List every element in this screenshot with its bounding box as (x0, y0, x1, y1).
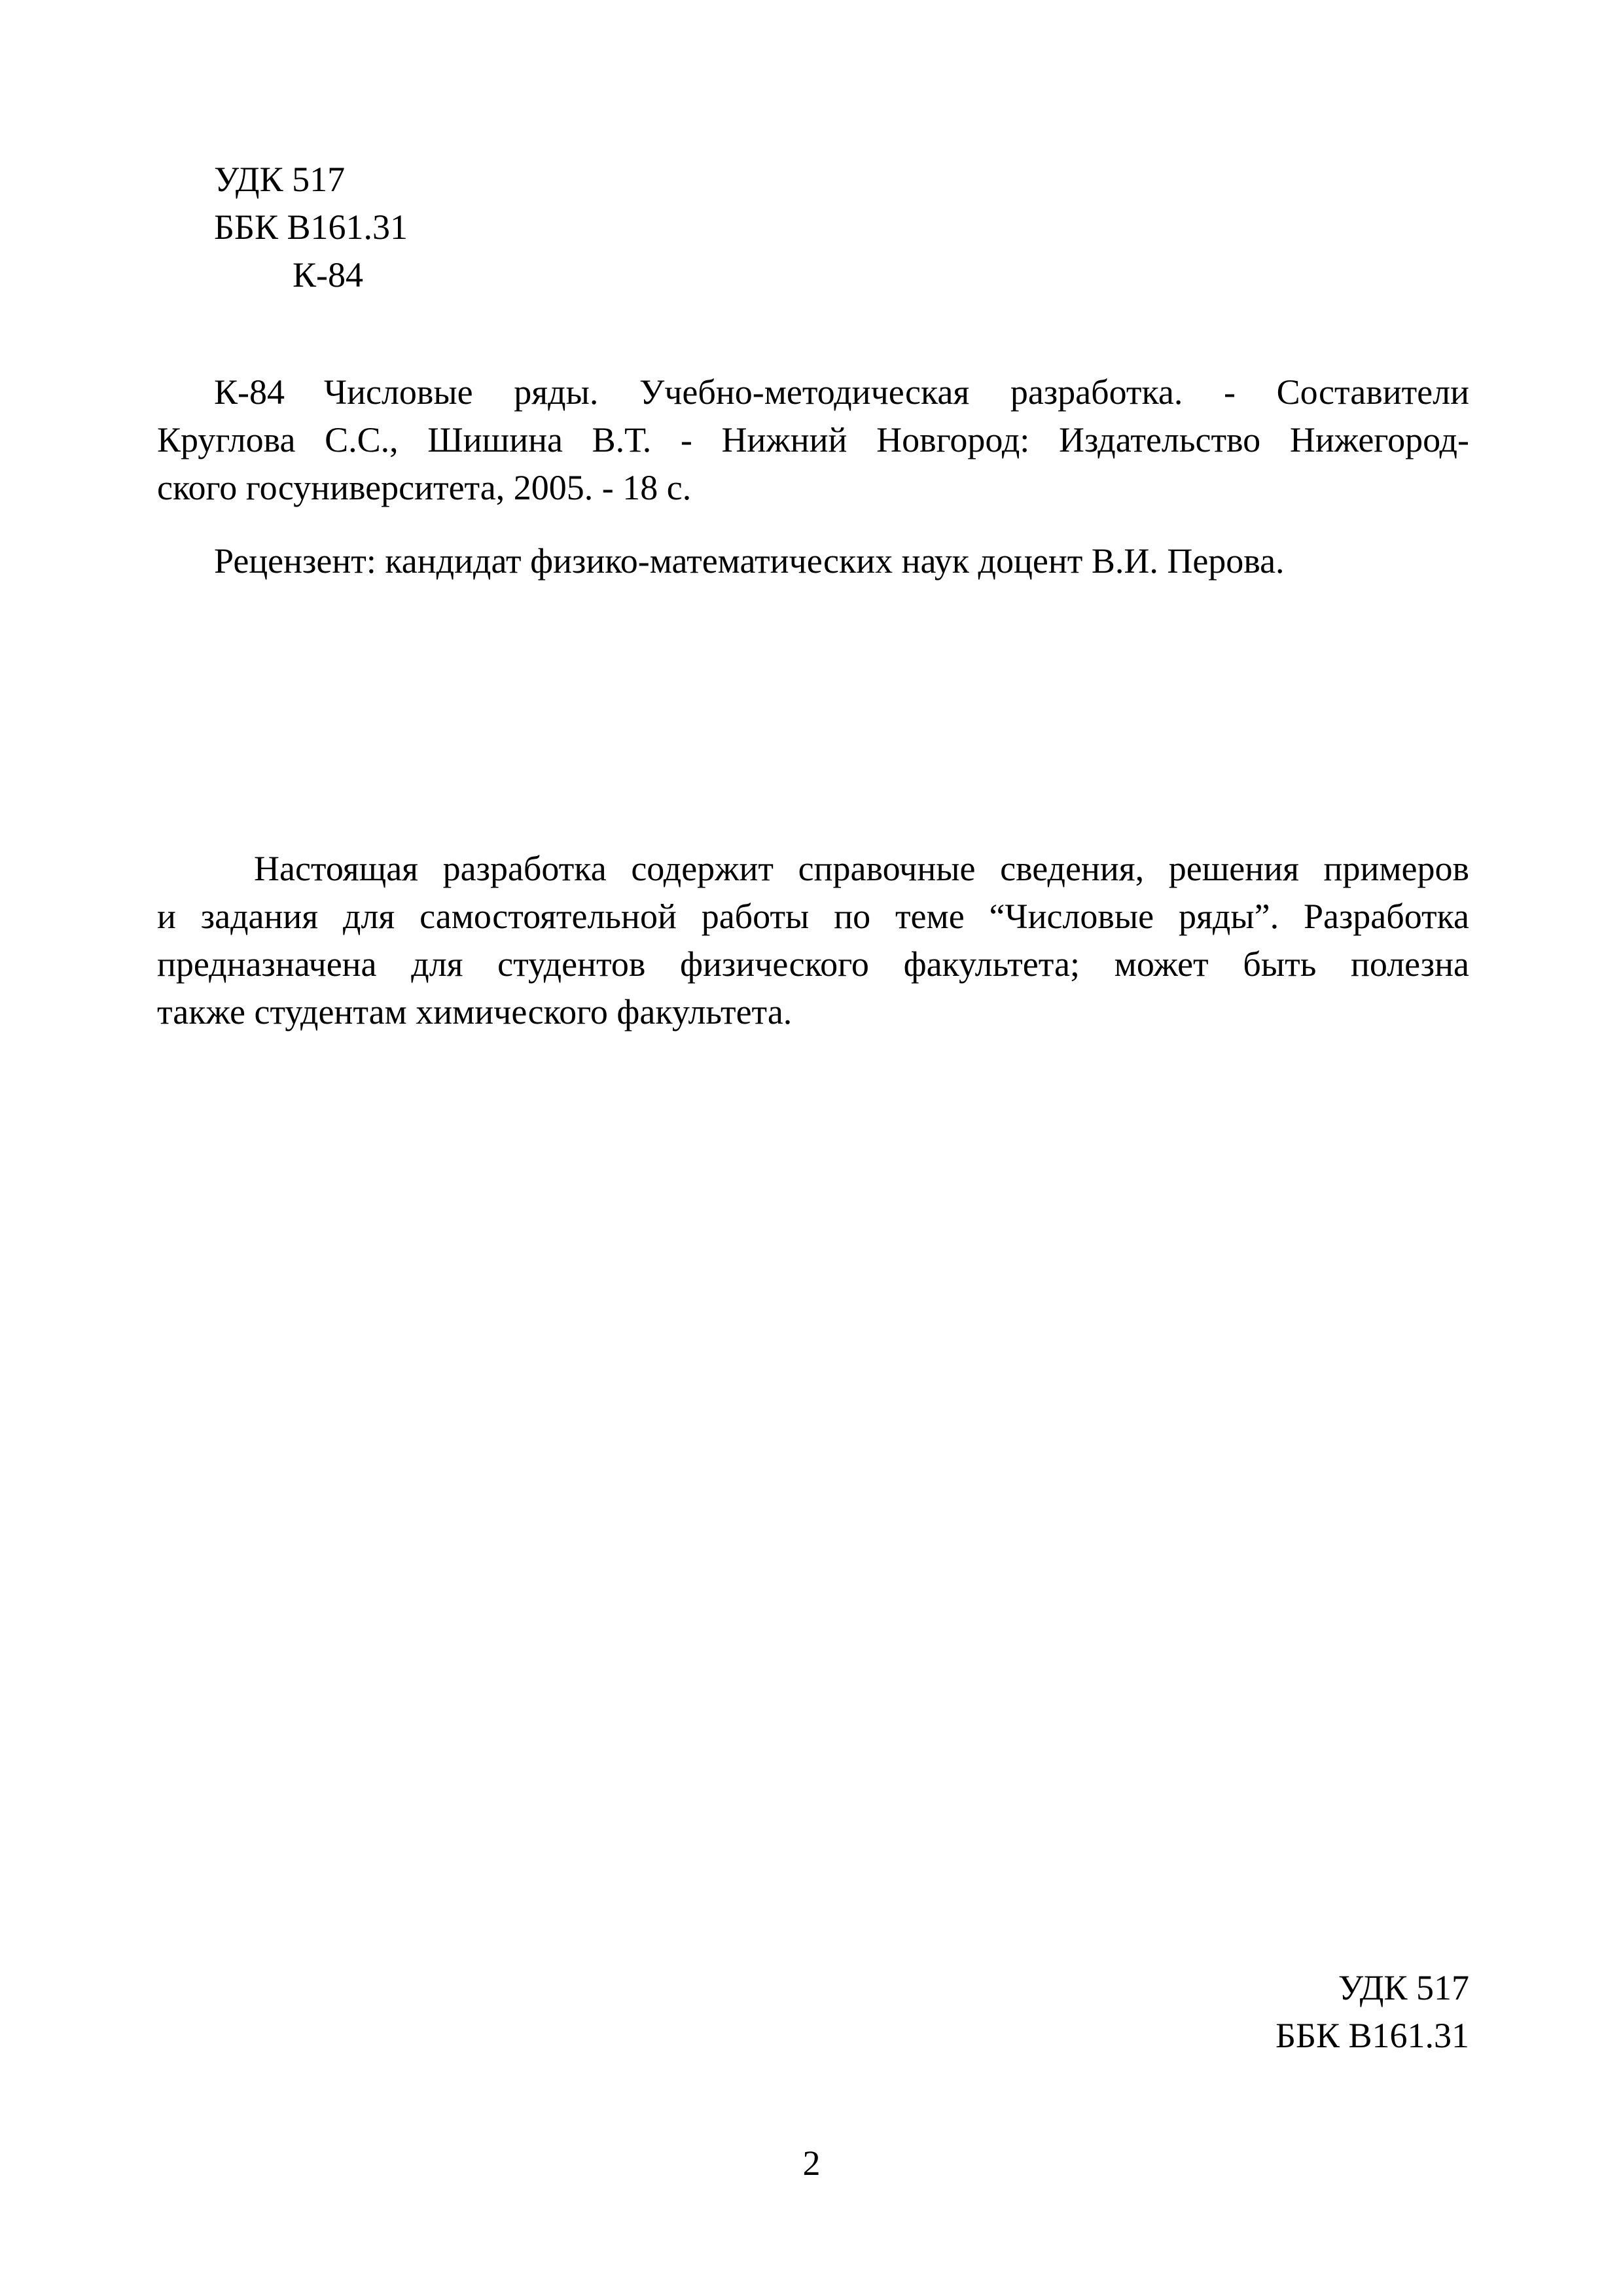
udk-code-top: УДК 517 (214, 160, 346, 199)
bibliography-title: Числовые ряды. Учебно-методическая разработка. - Составители (324, 372, 1469, 412)
bibliography-code: К-84 (214, 372, 285, 412)
annotation-line-1: Настоящая разработка содержит справочные сведения, решения примеров (254, 849, 1469, 888)
bbk-code-top: ББК В161.31 (214, 207, 408, 247)
author-mark-top: К-84 (293, 255, 363, 295)
bibliography-line-3: ского госуниверситета, 2005. - 18 с. (157, 468, 692, 507)
udk-code-bottom: УДК 517 (1338, 1968, 1469, 2007)
annotation-line-4: также студентам химического факультета. (157, 992, 793, 1031)
bibliography-line-1 (214, 368, 1469, 416)
bibliography-line-2: Круглова С.С., Шишина В.Т. - Нижний Новгород: Издательство Нижегород- (157, 420, 1469, 459)
annotation-line-2: и задания для самостоятельной работы по теме “Числовые ряды”. Разработка (157, 897, 1469, 936)
bbk-code-bottom: ББК В161.31 (1275, 2016, 1469, 2055)
page-number: 2 (802, 2144, 821, 2183)
reviewer-line: Рецензент: кандидат физико-математических наук доцент В.И. Перова. (214, 541, 1285, 581)
annotation-line-3: предназначена для студентов физического факультета; может быть полезна (157, 944, 1469, 984)
